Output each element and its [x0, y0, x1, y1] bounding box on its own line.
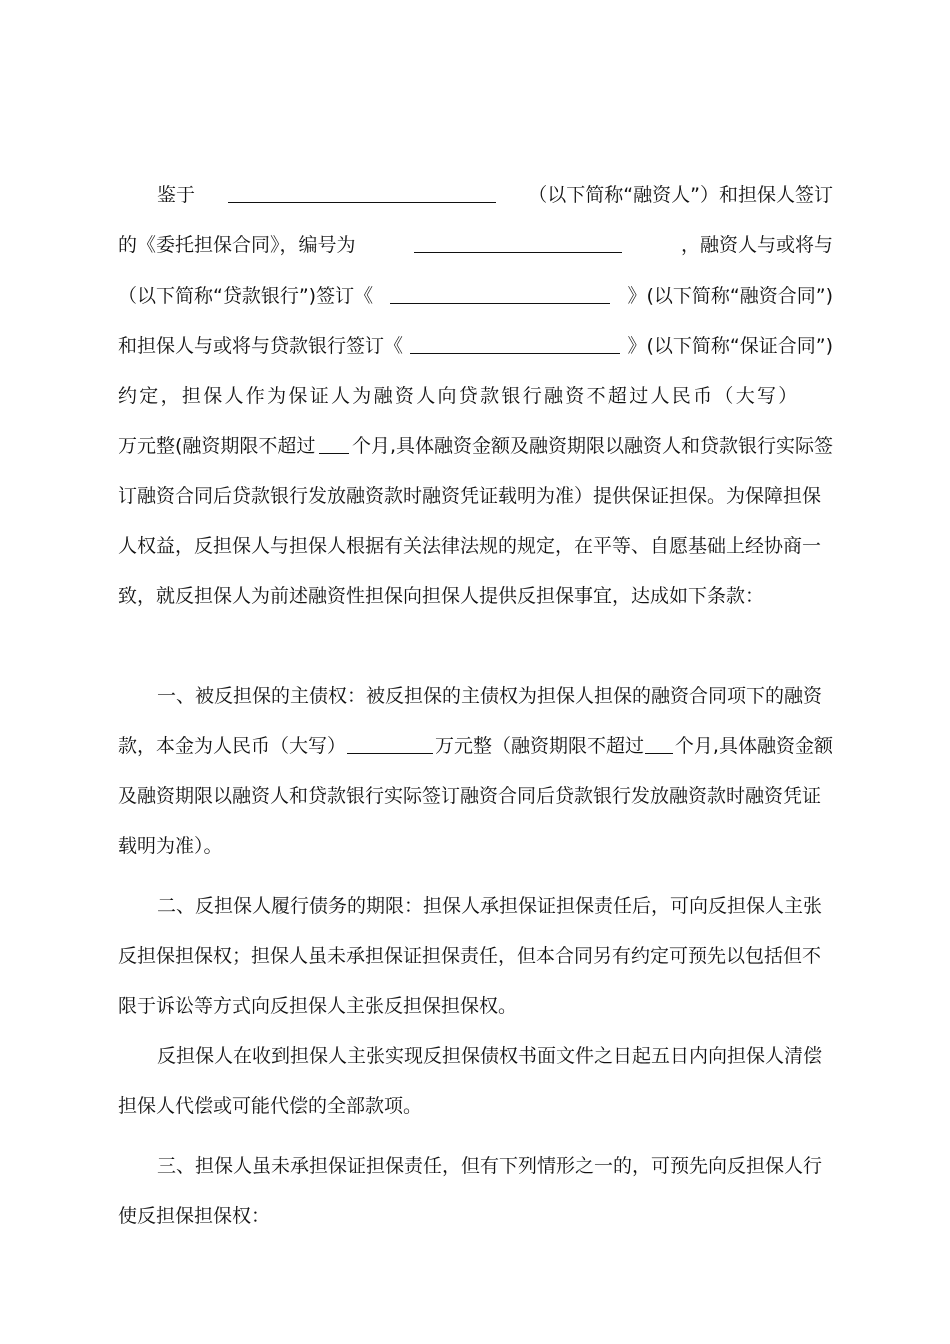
blank-contract-number	[414, 232, 622, 253]
text: 和担保人与或将与贷款银行签订《	[118, 335, 404, 357]
text: 的《委托担保合同》，编号为	[118, 234, 356, 256]
clause-1-line-3: 及融资期限以融资人和贷款银行实际签订融资合同后贷款银行发放融资款时融资凭证	[118, 785, 822, 807]
clause-1-line-1: 一、被反担保的主债权：被反担保的主债权为担保人担保的融资合同项下的融资	[157, 685, 823, 707]
clause-2-line-2: 反担保担保权；担保人虽未承担保证担保责任，但本合同另有约定可预先以包括但不	[118, 945, 822, 967]
blank-principal-amount	[347, 733, 433, 754]
text: 》(以下简称“融资合同”)	[627, 285, 833, 307]
preamble-line-9: 致，就反担保人为前述融资性担保向担保人提供反担保事宜，达成如下条款：	[118, 585, 765, 607]
clause-1-line-2	[118, 733, 833, 759]
text: （以下简称“融资人”）和担保人签订	[528, 184, 833, 206]
blank-financing-contract	[390, 283, 610, 304]
text: 万元整（融资期限不超过	[434, 735, 644, 757]
blank-term-months	[645, 733, 673, 754]
preamble-line-2	[118, 232, 833, 258]
text: 鉴于	[157, 184, 196, 206]
clause-2-line-1: 二、反担保人履行债务的期限：担保人承担保证担保责任后，可向反担保人主张	[157, 895, 823, 917]
preamble-line-6	[118, 433, 833, 459]
clause-2-line-4: 反担保人在收到担保人主张实现反担保债权书面文件之日起五日内向担保人清偿	[157, 1045, 823, 1067]
text: 个月,具体融资金额及融资期限以融资人和贷款银行实际签	[351, 435, 833, 457]
text: （以下简称“贷款银行”)签订《	[118, 285, 374, 307]
preamble-line-8: 人权益，反担保人与担保人根据有关法律法规的规定，在平等、自愿基础上经协商一	[118, 535, 822, 557]
blank-guarantee-contract	[410, 333, 620, 354]
clause-2-line-5: 担保人代偿或可能代偿的全部款项。	[118, 1095, 423, 1117]
text: 个月,具体融资金额	[674, 735, 833, 757]
text: 万元整(融资期限不超过	[118, 435, 316, 457]
clause-2-line-3: 限于诉讼等方式向反担保人主张反担保担保权。	[118, 995, 518, 1017]
blank-term-months	[319, 433, 349, 454]
blank-financer-name	[228, 182, 496, 203]
text: 》(以下简称“保证合同”)	[627, 335, 833, 357]
preamble-line-1	[157, 182, 833, 208]
preamble-line-7: 订融资合同后贷款银行发放融资款时融资凭证载明为准）提供保证担保。为保障担保	[118, 485, 822, 507]
preamble-line-5: 约定，担保人作为保证人为融资人向贷款银行融资不超过人民币（大写）	[118, 385, 800, 407]
preamble-line-4	[118, 333, 833, 359]
preamble-line-3	[118, 283, 833, 309]
clause-1-line-4: 载明为准）。	[118, 835, 223, 857]
clause-3-line-2: 使反担保担保权：	[118, 1205, 271, 1227]
text: ，融资人与或将与	[680, 234, 833, 256]
clause-3-line-1: 三、担保人虽未承担保证担保责任，但有下列情形之一的，可预先向反担保人行	[157, 1155, 823, 1177]
text: 款，本金为人民币（大写）	[118, 735, 347, 757]
